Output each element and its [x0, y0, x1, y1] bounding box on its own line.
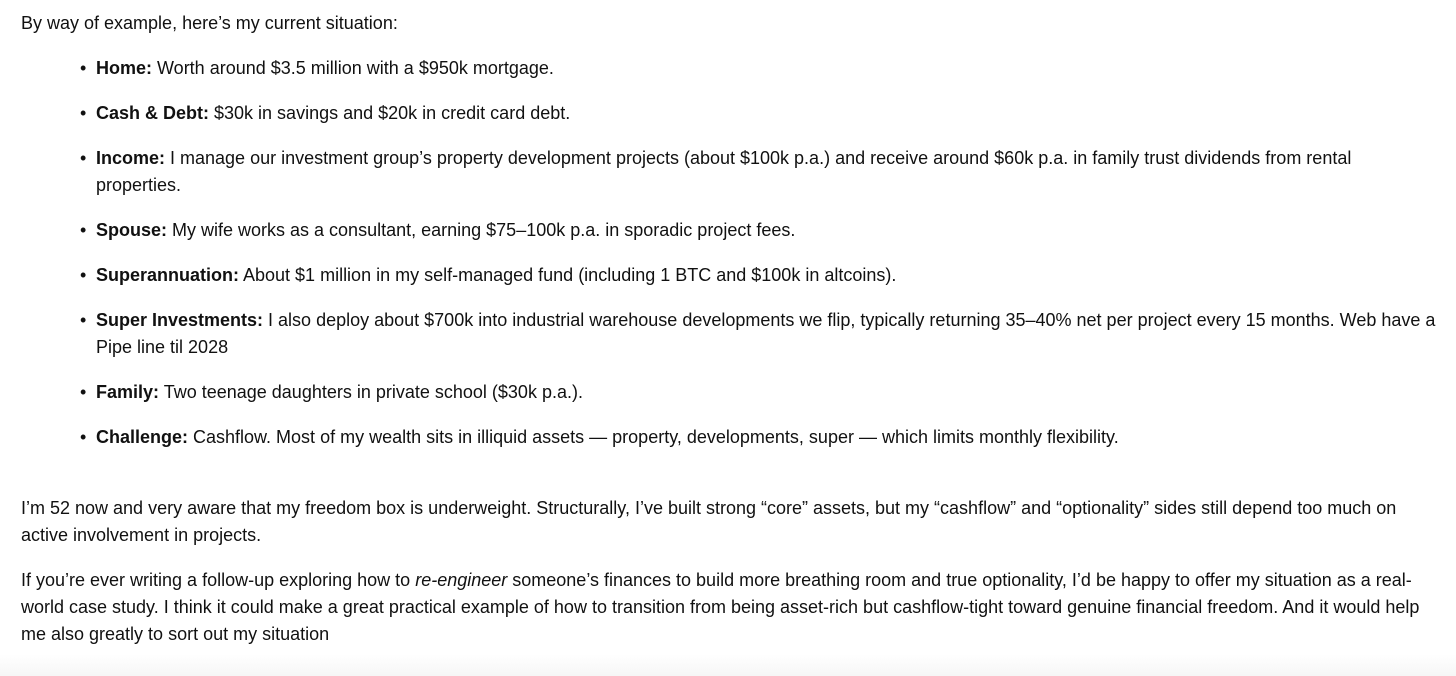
list-item-text: Worth around $3.5 million with a $950k mortgage.	[152, 58, 554, 78]
bullet-icon: •	[80, 427, 87, 447]
situation-list	[21, 55, 1436, 451]
list-item	[80, 424, 1436, 451]
list-item	[80, 55, 1436, 82]
document-body	[21, 10, 1436, 666]
list-item-label: Challenge:	[96, 427, 189, 447]
list-item-text: $30k in savings and $20k in credit card debt.	[209, 103, 571, 123]
paragraph-text: If you’re ever writing a follow-up exploring how to	[21, 570, 416, 590]
list-item-label: Super Investments:	[96, 310, 264, 330]
paragraph-text: someone’s finances to build more breathing room and true optionality, I’d be happy to offer my situation as a real-world case study. I think it could make a great practical example of how to transition from being asset-rich but cashflow-tight toward genuine financial freedom. And it would help me also greatly to sort out my situation	[21, 570, 1420, 644]
list-item-label: Cash & Debt:	[96, 103, 210, 123]
bullet-icon: •	[80, 310, 87, 330]
list-item	[80, 145, 1436, 199]
list-item	[80, 262, 1436, 289]
bullet-icon: •	[80, 220, 87, 240]
bullet-icon: •	[80, 58, 87, 78]
list-item-text: I also deploy about $700k into industrial warehouse developments we flip, typically returning 35–40% net per project every 15 months. Web have a Pipe line til 2028	[96, 310, 1436, 357]
list-item-text: About $1 million in my self-managed fund (including 1 BTC and $100k in altcoins).	[239, 265, 897, 285]
intro-paragraph: By way of example, here’s my current situation:	[21, 13, 398, 33]
bullet-icon: •	[80, 382, 87, 402]
list-item	[80, 100, 1436, 127]
list-item-text: Cashflow. Most of my wealth sits in illiquid assets — property, developments, super — which limits monthly flexibility.	[188, 427, 1119, 447]
list-item-label: Home:	[96, 58, 153, 78]
list-item-label: Income:	[96, 148, 166, 168]
paragraph-age-freedom-box: I’m 52 now and very aware that my freedom box is underweight. Structurally, I’ve built strong “core” assets, but my “cashflow” and “optionality” sides still depend too much on active involvement in projects.	[21, 498, 1397, 545]
list-item-text: My wife works as a consultant, earning $75–100k p.a. in sporadic project fees.	[167, 220, 796, 240]
bullet-icon: •	[80, 265, 87, 285]
list-item-label: Superannuation:	[96, 265, 239, 285]
list-item-label: Spouse:	[96, 220, 168, 240]
bullet-icon: •	[80, 148, 87, 168]
list-item	[80, 307, 1436, 361]
emphasis-text: re-engineer	[415, 570, 508, 590]
bullet-icon: •	[80, 103, 87, 123]
list-item	[80, 379, 1436, 406]
list-item-text: I manage our investment group’s property development projects (about $100k p.a.) and receive around $60k p.a. in family trust dividends from rental properties.	[96, 148, 1352, 195]
list-item-label: Family:	[96, 382, 160, 402]
list-item	[80, 217, 1436, 244]
paragraph-case-study-offer	[21, 567, 1436, 648]
list-item-text: Two teenage daughters in private school ($30k p.a.).	[159, 382, 583, 402]
